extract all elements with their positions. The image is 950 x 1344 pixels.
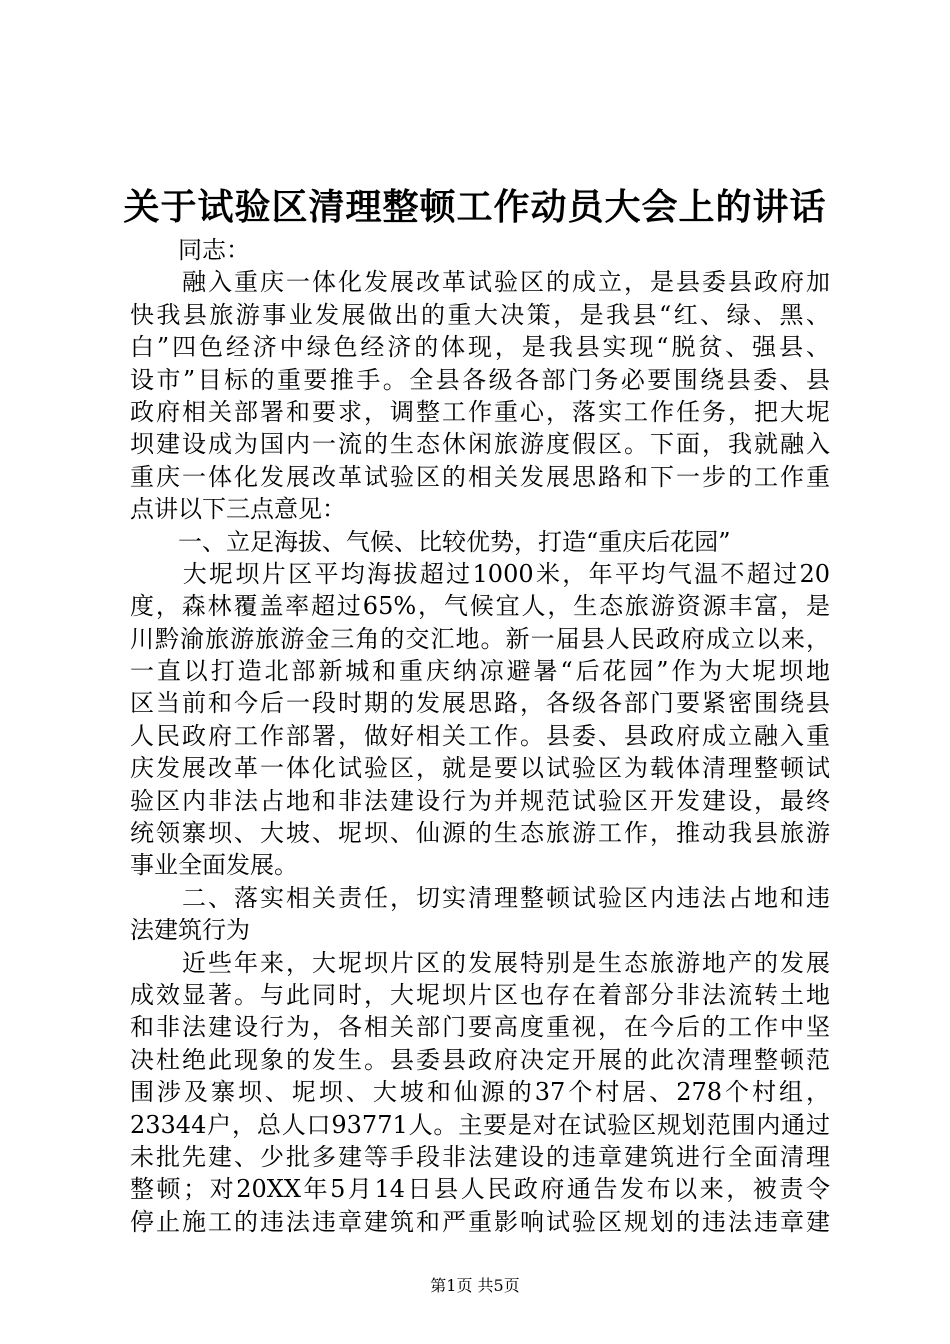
text-line: 近些年来，大坭坝片区的发展特别是生态旅游地产的发展	[130, 948, 830, 977]
text-line: 大坭坝片区平均海拔超过1000米，年平均气温不超过20	[130, 559, 830, 588]
text-line: 区当前和今后一段时期的发展思路，各级各部门要紧密围绕县	[130, 689, 830, 718]
text-line: 度，森林覆盖率超过65%，气候宜人，生态旅游资源丰富，是	[130, 592, 830, 621]
text-line: 一直以打造北部新城和重庆纳凉避暑“后花园”作为大坭坝地	[130, 657, 830, 686]
text-line: 和非法建设行为，各相关部门要高度重视，在今后的工作中坚	[130, 1013, 830, 1042]
text-line: 重庆一体化发展改革试验区的相关发展思路和下一步的工作重	[130, 462, 830, 491]
text-line: 事业全面发展。	[130, 851, 298, 880]
text-line: 人民政府工作部署，做好相关工作。县委、县政府成立融入重	[130, 721, 830, 750]
text-line: 融入重庆一体化发展改革试验区的成立，是县委县政府加	[130, 268, 830, 297]
document-body	[130, 234, 830, 1238]
text-line: 川黔渝旅游旅游金三角的交汇地。新一届县人民政府成立以来，	[130, 624, 830, 653]
text-line: 验区内非法占地和非法建设行为并规范试验区开发建设，最终	[130, 786, 830, 815]
text-line: 成效显著。与此同时，大坭坝片区也存在着部分非法流转土地	[130, 980, 830, 1009]
text-line: 坝建设成为国内一流的生态休闲旅游度假区。下面，我就融入	[130, 430, 830, 459]
text-line: 法建筑行为	[130, 916, 250, 945]
text-line: 白”四色经济中绿色经济的体现，是我县实现“脱贫、强县、	[130, 333, 830, 362]
text-line: 庆发展改革一体化试验区，就是要以试验区为载体清理整顿试	[130, 754, 830, 783]
document-title: 关于试验区清理整顿工作动员大会上的讲话	[123, 187, 827, 228]
text-line: 围涉及寨坝、坭坝、大坡和仙源的37个村居、278个村组，	[130, 1078, 830, 1107]
text-line: 点讲以下三点意见：	[130, 495, 346, 524]
text-line: 同志：	[130, 236, 250, 264]
text-line: 一、立足海拔、气候、比较优势，打造“重庆后花园”	[130, 527, 731, 556]
text-line: 政府相关部署和要求，调整工作重心，落实工作任务，把大坭	[130, 397, 830, 426]
text-line: 23344户，总人口93771人。主要是对在试验区规划范围内通过	[130, 1110, 830, 1139]
text-line: 快我县旅游事业发展做出的重大决策，是我县“红、绿、黑、	[130, 300, 830, 329]
text-line: 未批先建、少批多建等手段非法建设的违章建筑进行全面清理	[130, 1142, 830, 1171]
text-line: 设市”目标的重要推手。全县各级各部门务必要围绕县委、县	[130, 365, 830, 394]
text-line: 二、落实相关责任，切实清理整顿试验区内违法占地和违	[130, 883, 830, 912]
text-line: 统领寨坝、大坡、坭坝、仙源的生态旅游工作，推动我县旅游	[130, 819, 830, 848]
page-footer: 第1页 共5页	[430, 1276, 520, 1295]
text-line: 决杜绝此现象的发生。县委县政府决定开展的此次清理整顿范	[130, 1045, 830, 1074]
text-line: 整顿；对20XX年5月14日县人民政府通告发布以来，被责令	[130, 1175, 830, 1204]
text-line: 停止施工的违法违章建筑和严重影响试验区规划的违法违章建	[130, 1207, 830, 1236]
